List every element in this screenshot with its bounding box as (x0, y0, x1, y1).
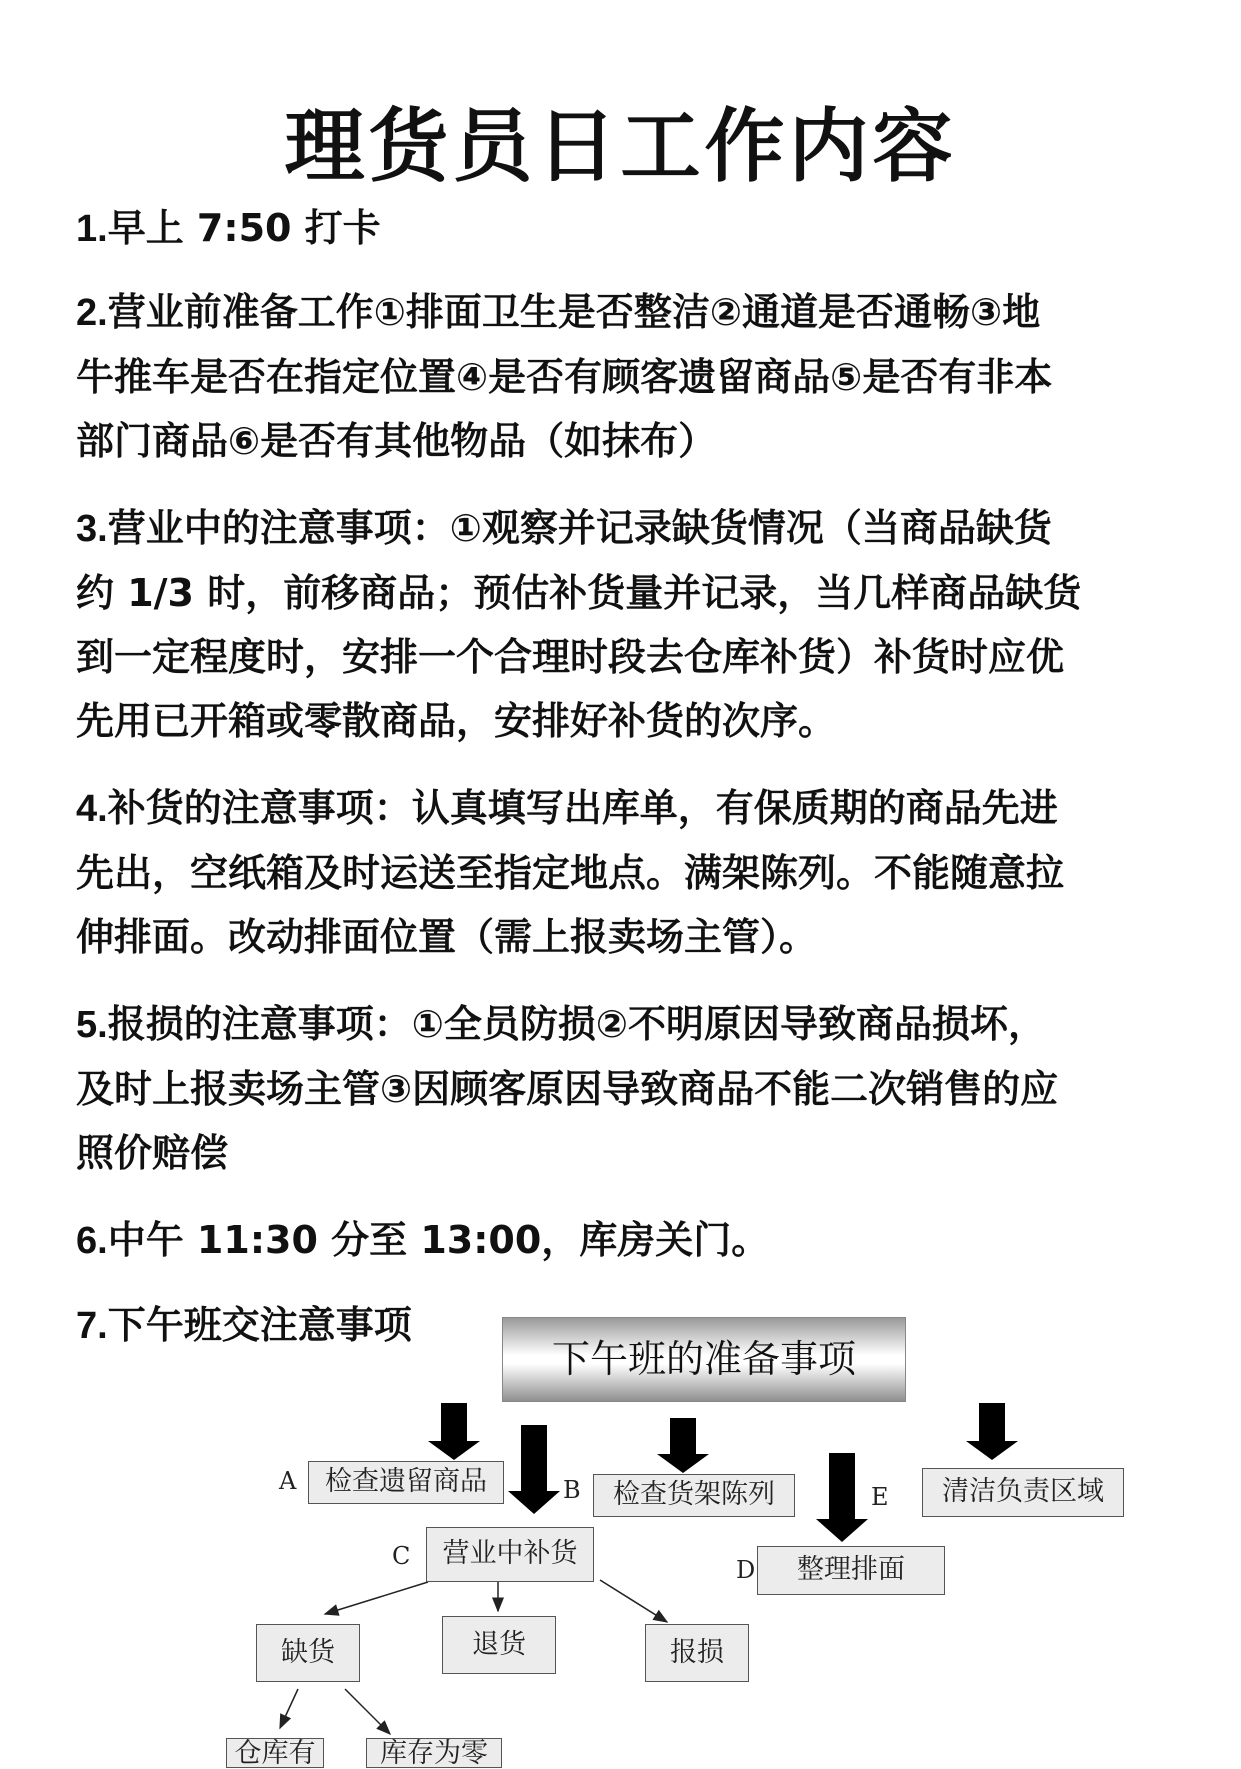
item-text: 伸排面。改动排面位置（需上报卖场主管）。 (76, 915, 818, 959)
label-a: A (279, 1467, 297, 1495)
item-text: 及时上报卖场主管③因顾客原因导致商品不能二次销售的应 (76, 1067, 1059, 1111)
item-text: 营业中的注意事项：①观察并记录缺货情况（当商品缺货 (107, 506, 1052, 550)
arrow-to-b (657, 1418, 709, 1473)
item-text: 先出，空纸箱及时运送至指定地点。满架陈列。不能随意拉 (76, 851, 1065, 895)
item-text: 中午 11:30 分至 13:00，库房关门。 (107, 1218, 770, 1262)
item-number: 5. (76, 1004, 108, 1046)
item-text: 补货的注意事项：认真填写出库单，有保质期的商品先进 (107, 786, 1058, 830)
item-number: 6. (76, 1220, 108, 1262)
box-arrange-display: 整理排面 (757, 1546, 945, 1595)
box-restock: 营业中补货 (426, 1527, 594, 1582)
item-number: 2. (76, 292, 108, 334)
page-title: 理货员日工作内容 (284, 99, 957, 193)
item-text: 部门商品⑥是否有其他物品（如抹布） (76, 419, 717, 463)
box-check-left-goods: 检查遗留商品 (308, 1461, 504, 1504)
item-text: 营业前准备工作①排面卫生是否整洁②通道是否通畅③地 (107, 290, 1041, 334)
label-b: B (563, 1476, 581, 1504)
item-text: 照价赔偿 (76, 1131, 229, 1175)
box-warehouse-has: 仓库有 (226, 1738, 324, 1768)
item-number: 1. (76, 208, 108, 250)
arrow-c-stockout (325, 1582, 428, 1614)
item-text: 早上 7:50 打卡 (107, 206, 381, 250)
box-return: 退货 (442, 1616, 556, 1674)
box-damage: 报损 (645, 1624, 749, 1682)
arrow-to-e (966, 1403, 1018, 1460)
label-e: E (871, 1483, 889, 1511)
arrow-to-d (816, 1453, 868, 1542)
diagram-header: 下午班的准备事项 (502, 1317, 906, 1402)
box-stockout: 缺货 (256, 1624, 360, 1682)
item-number: 4. (76, 788, 108, 830)
box-clean-area: 清洁负责区域 (922, 1468, 1124, 1517)
item-text: 牛推车是否在指定位置④是否有顾客遗留商品⑤是否有非本 (76, 355, 1053, 399)
arrow-stockout-b2 (345, 1689, 390, 1734)
arrow-stockout-b1 (280, 1689, 298, 1728)
item-text: 先用已开箱或零散商品，安排好补货的次序。 (76, 699, 837, 743)
item-number: 7. (76, 1305, 108, 1347)
box-check-shelf-display: 检查货架陈列 (593, 1474, 795, 1517)
item-text: 约 1/3 时，前移商品；预估补货量并记录，当几样商品缺货 (76, 571, 1082, 615)
label-d: D (736, 1556, 756, 1584)
arrow-to-c (508, 1425, 560, 1514)
item-text: 到一定程度时，安排一个合理时段去仓库补货）补货时应优 (76, 635, 1065, 679)
item-text: 报损的注意事项：①全员防损②不明原因导致商品损坏， (107, 1002, 1047, 1046)
arrow-to-a (428, 1403, 480, 1460)
item-text: 下午班交注意事项 (107, 1303, 412, 1347)
arrow-c-damage (600, 1580, 667, 1622)
box-stock-zero: 库存为零 (366, 1738, 502, 1768)
label-c: C (392, 1542, 411, 1570)
item-number: 3. (76, 508, 108, 550)
